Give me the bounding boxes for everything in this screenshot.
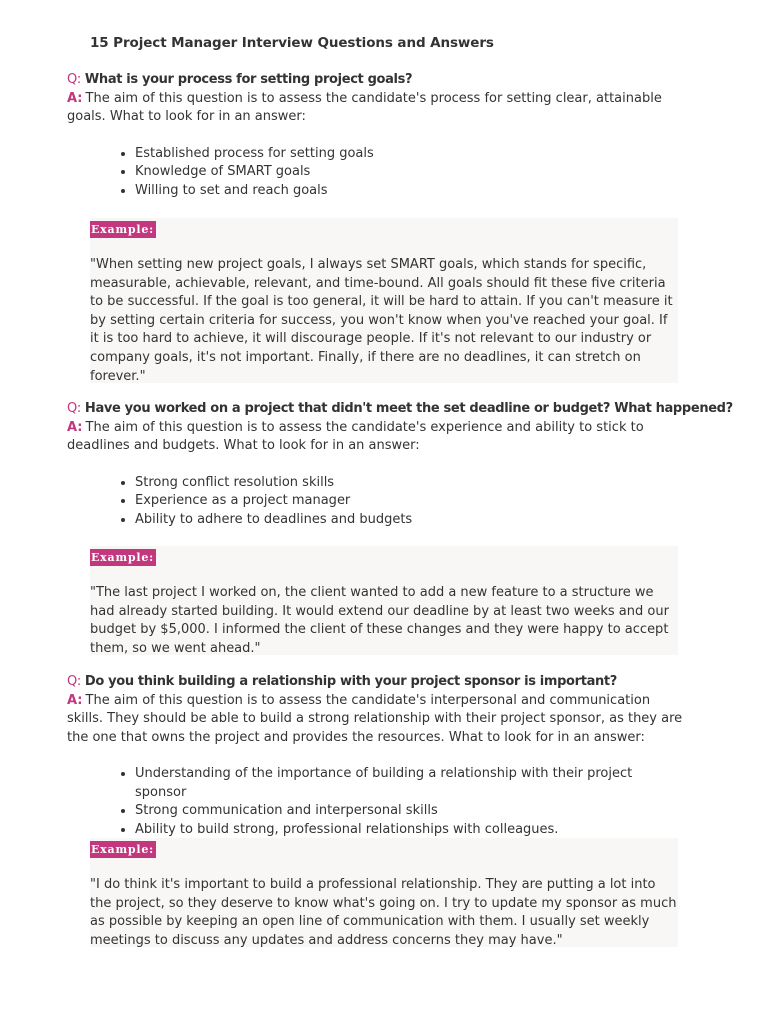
criteria-list-1 xyxy=(67,145,687,201)
list-item: • Knowledge of SMART goals xyxy=(135,163,687,182)
example-badge: Example: xyxy=(91,551,155,564)
question-2 xyxy=(67,400,733,419)
example-box-1 xyxy=(90,218,678,383)
answer-text: The aim of this question is to assess the candidate's experience and ability to stick to deadlines and budgets. What to look for in an answer: xyxy=(67,419,644,453)
q-prefix: Q: xyxy=(67,72,81,87)
example-text-1: "When setting new project goals, I always set SMART goals, which stands for specific, measurable, achievable, relevant, and time-bound. All goals should fit these five criteria to be successful. If the goal is too general, it will be hard to attain. If you can't measure it by setting certain criteria for success, you won't know when you've reached your goal. If it is too hard to achieve, it will discourage people. If it's not relevant to our industry or company goals, it's not important. Finally, if there are no deadlines, it can stretch on forever." xyxy=(90,257,673,384)
answer-text: The aim of this question is to assess the candidate's interpersonal and communication skills. They should be able to build a strong relationship with their project sponsor, as they are the one that owns the project and provides the resources. What to look for in an answer: xyxy=(67,692,683,745)
example-box-2 xyxy=(90,546,678,655)
criteria-list-3 xyxy=(67,765,687,840)
example-box-3 xyxy=(90,838,678,947)
q-prefix: Q: xyxy=(67,401,81,416)
answer-1 xyxy=(67,90,687,127)
a-prefix: A: xyxy=(67,692,83,708)
list-item: • Ability to adhere to deadlines and budgets xyxy=(135,511,687,530)
list-item: • Experience as a project manager xyxy=(135,492,687,511)
list-item: • Understanding of the importance of building a relationship with their project sponsor xyxy=(135,765,687,802)
example-text-2: "The last project I worked on, the client wanted to add a new feature to a structure we had already started building. It would extend our deadline by at least two weeks and our budget by $5,000. I informed the client of these changes and they were happy to accept them, so we went ahead." xyxy=(90,585,669,656)
page-title: 15 Project Manager Interview Questions and Answers xyxy=(90,35,494,51)
a-prefix: A: xyxy=(67,419,83,435)
qa-block-2 xyxy=(67,400,733,530)
criteria-list-2 xyxy=(67,474,687,530)
example-badge: Example: xyxy=(91,223,155,236)
qa-block-3 xyxy=(67,673,687,840)
question-3 xyxy=(67,673,687,692)
list-item: • Established process for setting goals xyxy=(135,145,687,164)
example-badge: Example: xyxy=(91,843,155,856)
example-text-3: "I do think it's important to build a professional relationship. They are putting a lot into the project, so they deserve to know what's going on. I try to update my sponsor as much as possible by keeping an open line of communication with them. I usually set weekly meetings to discuss any updates and address concerns they may have." xyxy=(90,877,677,948)
a-prefix: A: xyxy=(67,90,83,106)
answer-3 xyxy=(67,692,687,748)
list-item: • Ability to build strong, professional relationships with colleagues. xyxy=(135,821,687,840)
answer-text: The aim of this question is to assess the candidate's process for setting clear, attainable goals. What to look for in an answer: xyxy=(67,90,662,124)
list-item: • Willing to set and reach goals xyxy=(135,182,687,201)
question-1 xyxy=(67,71,687,90)
q-prefix: Q: xyxy=(67,674,81,689)
question-text: Have you worked on a project that didn't meet the set deadline or budget? What happened? xyxy=(84,401,733,416)
question-text: Do you think building a relationship with your project sponsor is important? xyxy=(84,674,617,689)
answer-2 xyxy=(67,419,687,456)
question-text: What is your process for setting project goals? xyxy=(84,72,413,87)
list-item: • Strong communication and interpersonal skills xyxy=(135,802,687,821)
qa-block-1 xyxy=(67,71,687,201)
list-item: • Strong conflict resolution skills xyxy=(135,474,687,493)
